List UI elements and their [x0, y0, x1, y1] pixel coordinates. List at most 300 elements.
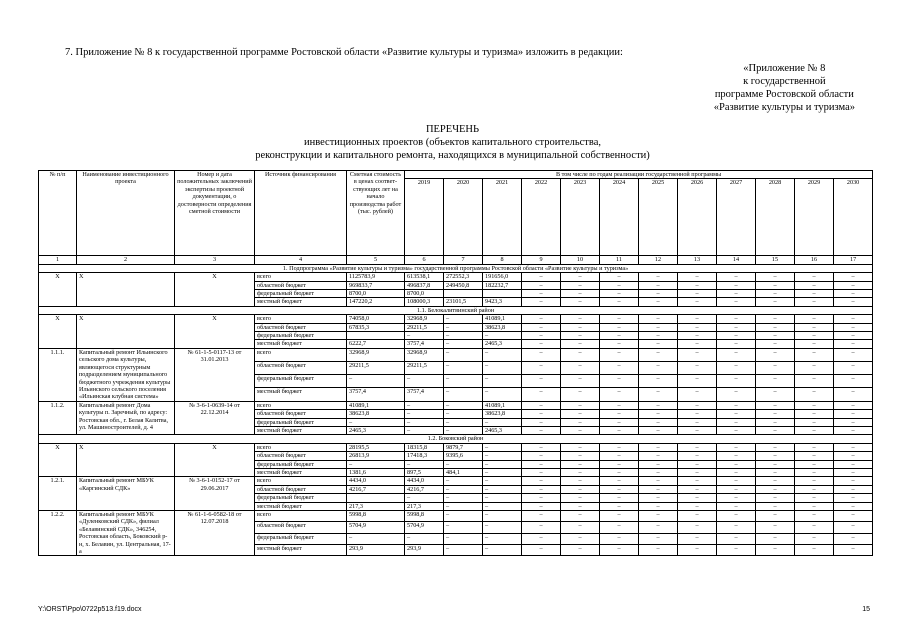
- year-value: –: [834, 443, 873, 451]
- year-value: –: [756, 410, 795, 418]
- year-value: 496837,8: [405, 281, 444, 289]
- year-value: –: [834, 273, 873, 281]
- year-value: –: [639, 545, 678, 556]
- year-value: 293,9: [405, 545, 444, 556]
- column-number: 8: [483, 256, 522, 264]
- year-value: –: [600, 443, 639, 451]
- year-value: –: [795, 388, 834, 401]
- year-value: –: [444, 401, 483, 409]
- year-value: –: [522, 522, 561, 533]
- table-row: [39, 477, 873, 485]
- year-value: –: [639, 290, 678, 298]
- column-number: 16: [795, 256, 834, 264]
- year-value: –: [561, 298, 600, 306]
- year-value: –: [717, 511, 756, 522]
- year-value: –: [756, 502, 795, 510]
- year-value: –: [600, 502, 639, 510]
- year-value: –: [795, 485, 834, 493]
- project-name: X: [77, 315, 175, 349]
- year-value: –: [600, 511, 639, 522]
- section-row: [39, 264, 873, 272]
- year-value: –: [639, 340, 678, 348]
- year-value: –: [522, 375, 561, 388]
- year-value: –: [756, 545, 795, 556]
- year-value: –: [717, 533, 756, 544]
- year-value: –: [795, 290, 834, 298]
- year-value: –: [444, 340, 483, 348]
- column-number: 3: [175, 256, 255, 264]
- year-value: –: [795, 340, 834, 348]
- funding-source: федеральный бюджет: [255, 494, 347, 502]
- year-value: –: [561, 273, 600, 281]
- appendix-block: [714, 62, 855, 114]
- year-value: –: [678, 418, 717, 426]
- estimated-cost: 38623,8: [347, 410, 405, 418]
- column-number: 17: [834, 256, 873, 264]
- year-value: –: [561, 533, 600, 544]
- year-value: –: [561, 401, 600, 409]
- section-row: [39, 435, 873, 443]
- column-number: 6: [405, 256, 444, 264]
- project-name: X: [77, 273, 175, 307]
- year-value: –: [717, 460, 756, 468]
- header-year: 2023: [561, 179, 600, 256]
- year-value: –: [405, 533, 444, 544]
- year-value: –: [600, 362, 639, 375]
- year-value: –: [756, 460, 795, 468]
- project-name: Капитальный ремонт МБУК «Каргинский СДК»: [77, 477, 175, 511]
- year-value: –: [678, 522, 717, 533]
- header-year: 2019: [405, 179, 444, 256]
- year-value: –: [561, 452, 600, 460]
- year-value: –: [522, 388, 561, 401]
- header-funding-source: Источник финансирования: [255, 171, 347, 256]
- year-value: 108000,3: [405, 298, 444, 306]
- year-value: –: [834, 485, 873, 493]
- header-estimated-cost: Сметная стоимость в ценах соответ-ствующих лет на начало производства работ (тыс. рублей): [347, 171, 405, 256]
- year-value: –: [834, 362, 873, 375]
- header-year: 2025: [639, 179, 678, 256]
- estimated-cost: –: [347, 533, 405, 544]
- year-value: –: [561, 348, 600, 361]
- funding-source: областной бюджет: [255, 522, 347, 533]
- appendix-line: к государственной: [743, 76, 826, 87]
- year-value: –: [834, 460, 873, 468]
- project-number: X: [39, 273, 77, 307]
- estimated-cost: 1381,6: [347, 468, 405, 476]
- funding-source: местный бюджет: [255, 340, 347, 348]
- year-value: –: [795, 502, 834, 510]
- year-value: –: [522, 452, 561, 460]
- year-value: –: [522, 443, 561, 451]
- year-value: –: [834, 452, 873, 460]
- year-value: –: [756, 485, 795, 493]
- estimated-cost: 5704,9: [347, 522, 405, 533]
- appendix-line: «Приложение № 8: [743, 63, 826, 74]
- section-title: 1. Подпрограмма «Развитие культуры и туризма» государственной программы Ростовской области «Развитие культуры и туризма»: [39, 264, 873, 272]
- year-value: 217,3: [405, 502, 444, 510]
- year-value: –: [834, 323, 873, 331]
- estimated-cost: 8700,0: [347, 290, 405, 298]
- year-value: –: [717, 502, 756, 510]
- year-value: –: [795, 298, 834, 306]
- year-value: –: [483, 375, 522, 388]
- year-value: –: [522, 362, 561, 375]
- year-value: –: [639, 485, 678, 493]
- estimated-cost: 1125783,9: [347, 273, 405, 281]
- year-value: 8700,0: [405, 290, 444, 298]
- year-value: 9423,3: [483, 298, 522, 306]
- year-value: 18315,8: [405, 443, 444, 451]
- estimated-cost: –: [347, 418, 405, 426]
- year-value: –: [483, 460, 522, 468]
- year-value: –: [522, 485, 561, 493]
- year-value: –: [834, 418, 873, 426]
- footer-page-number: 15: [862, 606, 870, 613]
- footer-file-path: Y:\ORST\Ppo\0722p513.f19.docx: [38, 606, 142, 613]
- year-value: –: [483, 362, 522, 375]
- funding-source: областной бюджет: [255, 281, 347, 289]
- year-value: –: [756, 340, 795, 348]
- year-value: 32968,9: [405, 315, 444, 323]
- year-value: 9395,6: [444, 452, 483, 460]
- year-value: –: [522, 460, 561, 468]
- year-value: 272552,3: [444, 273, 483, 281]
- year-value: –: [600, 522, 639, 533]
- header-year: 2024: [600, 179, 639, 256]
- funding-source: областной бюджет: [255, 485, 347, 493]
- year-value: –: [678, 485, 717, 493]
- year-value: –: [600, 281, 639, 289]
- year-value: –: [483, 485, 522, 493]
- year-value: 613538,1: [405, 273, 444, 281]
- year-value: [483, 290, 522, 298]
- year-value: –: [717, 443, 756, 451]
- year-value: –: [795, 375, 834, 388]
- document-subtitle-line2: реконструкции и капитального ремонта, находящихся в муниципальной собственности): [255, 150, 650, 161]
- year-value: –: [795, 522, 834, 533]
- project-name: X: [77, 443, 175, 477]
- year-value: –: [678, 443, 717, 451]
- year-value: –: [561, 290, 600, 298]
- year-value: –: [639, 410, 678, 418]
- year-value: –: [561, 410, 600, 418]
- year-value: –: [561, 460, 600, 468]
- year-value: –: [639, 426, 678, 434]
- year-value: –: [639, 418, 678, 426]
- year-value: –: [561, 545, 600, 556]
- year-value: –: [561, 494, 600, 502]
- year-value: –: [600, 410, 639, 418]
- header-num: № п/п: [39, 171, 77, 256]
- year-value: –: [444, 375, 483, 388]
- year-value: –: [600, 468, 639, 476]
- year-value: –: [444, 485, 483, 493]
- column-number: 14: [717, 256, 756, 264]
- estimated-cost: 293,9: [347, 545, 405, 556]
- year-value: –: [678, 502, 717, 510]
- table-row: [39, 511, 873, 522]
- table-row: [39, 315, 873, 323]
- estimated-cost: 67835,3: [347, 323, 405, 331]
- year-value: –: [522, 468, 561, 476]
- column-number: 10: [561, 256, 600, 264]
- year-value: –: [717, 281, 756, 289]
- year-value: –: [483, 418, 522, 426]
- year-value: –: [600, 375, 639, 388]
- estimated-cost: 147220,2: [347, 298, 405, 306]
- year-value: –: [600, 418, 639, 426]
- year-value: –: [444, 477, 483, 485]
- year-value: –: [795, 533, 834, 544]
- header-year: 2020: [444, 179, 483, 256]
- year-value: –: [483, 348, 522, 361]
- expert-conclusion: № 3-6-1-0639-14 от 22.12.2014: [175, 401, 255, 435]
- year-value: –: [678, 388, 717, 401]
- year-value: –: [834, 388, 873, 401]
- year-value: 484,1: [444, 468, 483, 476]
- table-row: [39, 348, 873, 361]
- year-value: 29211,5: [405, 323, 444, 331]
- year-value: –: [444, 323, 483, 331]
- year-value: –: [561, 443, 600, 451]
- year-value: –: [678, 340, 717, 348]
- year-value: 38623,8: [483, 410, 522, 418]
- column-number: 7: [444, 256, 483, 264]
- year-value: –: [561, 426, 600, 434]
- estimated-cost: 41089,1: [347, 401, 405, 409]
- intro-text: 7. Приложение № 8 к государственной программе Ростовской области «Развитие культуры и туризма» изложить в редакции:: [65, 47, 623, 58]
- year-value: –: [405, 426, 444, 434]
- header-year: 2028: [756, 179, 795, 256]
- year-value: –: [561, 315, 600, 323]
- year-value: –: [639, 348, 678, 361]
- expert-conclusion: № 61-1-5-0117-13 от 31.01.2013: [175, 348, 255, 401]
- year-value: –: [444, 545, 483, 556]
- funding-source: местный бюджет: [255, 502, 347, 510]
- year-value: –: [717, 418, 756, 426]
- project-number: 1.1.1.: [39, 348, 77, 401]
- year-value: –: [600, 323, 639, 331]
- year-value: –: [717, 545, 756, 556]
- year-value: –: [522, 332, 561, 340]
- year-value: –: [756, 281, 795, 289]
- year-value: –: [561, 362, 600, 375]
- year-value: –: [600, 273, 639, 281]
- year-value: –: [795, 468, 834, 476]
- funding-source: федеральный бюджет: [255, 533, 347, 544]
- year-value: –: [756, 452, 795, 460]
- year-value: [444, 290, 483, 298]
- year-value: –: [600, 485, 639, 493]
- estimated-cost: 3757,4: [347, 388, 405, 401]
- project-number: 1.2.1.: [39, 477, 77, 511]
- year-value: –: [678, 401, 717, 409]
- year-value: –: [795, 362, 834, 375]
- year-value: –: [405, 375, 444, 388]
- table-row: [39, 443, 873, 451]
- estimated-cost: [347, 494, 405, 502]
- year-value: –: [444, 410, 483, 418]
- year-value: –: [639, 362, 678, 375]
- funding-source: всего: [255, 401, 347, 409]
- year-value: –: [678, 494, 717, 502]
- project-number: X: [39, 443, 77, 477]
- year-value: –: [405, 332, 444, 340]
- expert-conclusion: X: [175, 273, 255, 307]
- funding-source: местный бюджет: [255, 468, 347, 476]
- year-value: –: [756, 511, 795, 522]
- estimated-cost: 26813,9: [347, 452, 405, 460]
- project-number: 1.2.2.: [39, 511, 77, 556]
- year-value: –: [444, 332, 483, 340]
- year-value: –: [639, 477, 678, 485]
- year-value: –: [756, 533, 795, 544]
- year-value: 23101,5: [444, 298, 483, 306]
- header-year: 2021: [483, 179, 522, 256]
- year-value: –: [756, 362, 795, 375]
- year-value: –: [756, 290, 795, 298]
- section-title: 1.1. Белокалитвинский район: [39, 306, 873, 314]
- year-value: –: [561, 323, 600, 331]
- year-value: –: [756, 443, 795, 451]
- year-value: –: [756, 273, 795, 281]
- header-years-group: В том числе по годам реализации государственной программы: [405, 171, 873, 179]
- year-value: –: [795, 332, 834, 340]
- year-value: –: [522, 511, 561, 522]
- year-value: –: [561, 477, 600, 485]
- year-value: 191656,0: [483, 273, 522, 281]
- year-value: –: [678, 348, 717, 361]
- year-value: –: [444, 418, 483, 426]
- year-value: –: [717, 388, 756, 401]
- year-value: –: [639, 460, 678, 468]
- appendix-line: «Развитие культуры и туризма»: [713, 102, 855, 113]
- year-value: –: [795, 477, 834, 485]
- year-value: –: [444, 511, 483, 522]
- estimated-cost: 6222,7: [347, 340, 405, 348]
- year-value: –: [483, 502, 522, 510]
- year-value: –: [756, 388, 795, 401]
- year-value: –: [522, 545, 561, 556]
- column-number: 11: [600, 256, 639, 264]
- year-value: 4216,7: [405, 485, 444, 493]
- estimated-cost: 29211,5: [347, 362, 405, 375]
- year-value: –: [756, 494, 795, 502]
- year-value: –: [756, 298, 795, 306]
- document-title: ПЕРЕЧЕНЬ: [425, 124, 480, 135]
- year-value: –: [600, 477, 639, 485]
- funding-source: областной бюджет: [255, 323, 347, 331]
- estimated-cost: 217,3: [347, 502, 405, 510]
- year-value: –: [834, 426, 873, 434]
- year-value: –: [483, 443, 522, 451]
- year-value: –: [639, 273, 678, 281]
- year-value: –: [678, 477, 717, 485]
- funding-source: местный бюджет: [255, 388, 347, 401]
- year-value: –: [444, 533, 483, 544]
- year-value: –: [600, 290, 639, 298]
- estimated-cost: 28195,5: [347, 443, 405, 451]
- year-value: –: [522, 502, 561, 510]
- year-value: –: [678, 426, 717, 434]
- year-value: –: [522, 418, 561, 426]
- year-value: –: [600, 401, 639, 409]
- year-value: –: [834, 348, 873, 361]
- year-value: –: [678, 533, 717, 544]
- year-value: –: [795, 315, 834, 323]
- year-value: –: [795, 281, 834, 289]
- year-value: –: [522, 477, 561, 485]
- year-value: –: [639, 375, 678, 388]
- column-number: 9: [522, 256, 561, 264]
- year-value: –: [522, 426, 561, 434]
- year-value: –: [561, 468, 600, 476]
- year-value: 2465,3: [483, 426, 522, 434]
- year-value: –: [717, 315, 756, 323]
- estimated-cost: –: [347, 460, 405, 468]
- estimated-cost: 5998,8: [347, 511, 405, 522]
- year-value: –: [561, 522, 600, 533]
- year-value: –: [483, 332, 522, 340]
- year-value: –: [834, 522, 873, 533]
- year-value: –: [405, 460, 444, 468]
- section-row: [39, 306, 873, 314]
- year-value: –: [639, 323, 678, 331]
- year-value: –: [834, 281, 873, 289]
- year-value: 182232,7: [483, 281, 522, 289]
- funding-source: федеральный бюджет: [255, 460, 347, 468]
- year-value: –: [405, 410, 444, 418]
- year-value: –: [678, 468, 717, 476]
- year-value: –: [444, 315, 483, 323]
- table-row: [39, 273, 873, 281]
- year-value: –: [600, 460, 639, 468]
- estimated-cost: 2465,3: [347, 426, 405, 434]
- year-value: –: [678, 545, 717, 556]
- header-year: 2027: [717, 179, 756, 256]
- funding-source: областной бюджет: [255, 452, 347, 460]
- year-value: –: [639, 494, 678, 502]
- year-value: –: [444, 494, 483, 502]
- year-value: –: [444, 362, 483, 375]
- year-value: –: [834, 502, 873, 510]
- year-value: –: [834, 298, 873, 306]
- funding-source: всего: [255, 315, 347, 323]
- year-value: –: [834, 494, 873, 502]
- year-value: –: [795, 426, 834, 434]
- year-value: –: [444, 522, 483, 533]
- year-value: –: [678, 410, 717, 418]
- year-value: –: [444, 388, 483, 401]
- table-row: [39, 401, 873, 409]
- year-value: –: [483, 468, 522, 476]
- year-value: –: [639, 468, 678, 476]
- year-value: –: [834, 332, 873, 340]
- year-value: –: [717, 426, 756, 434]
- year-value: –: [795, 410, 834, 418]
- year-value: –: [795, 418, 834, 426]
- year-value: 5998,8: [405, 511, 444, 522]
- column-number: 4: [255, 256, 347, 264]
- year-value: –: [795, 494, 834, 502]
- year-value: 29211,5: [405, 362, 444, 375]
- document-subtitle-line1: инвестиционных проектов (объектов капитального строительства,: [303, 137, 601, 148]
- year-value: –: [522, 315, 561, 323]
- project-number: 1.1.2.: [39, 401, 77, 435]
- year-value: –: [678, 511, 717, 522]
- year-value: –: [834, 468, 873, 476]
